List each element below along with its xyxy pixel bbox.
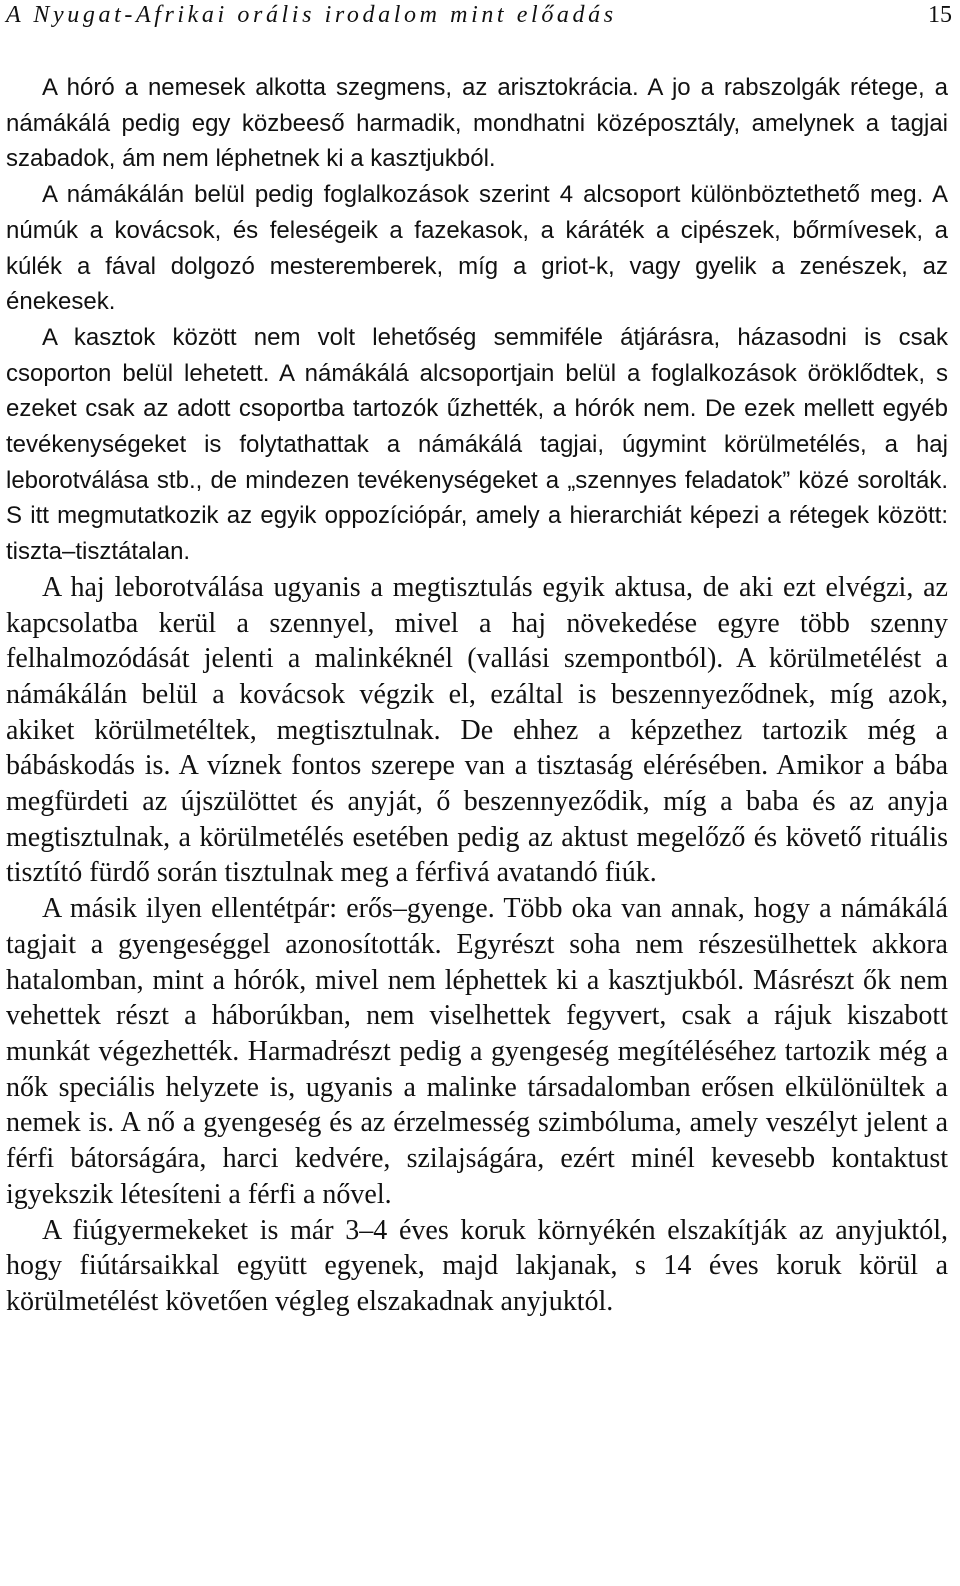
paragraph: A haj leborotválása ugyanis a megtisztulás egyik aktusa, de aki ezt elvégzi, az kapcsolatba kerül a szennyel, mivel a haj növekedése egyre több szenny felhalmozódását jelenti a malinkéknél (vallási szempontból). A körülmetélést a námákálán belül a kovácsok végzik el, ezáltal is beszennyeződnek, míg azok, akiket körülmetéltek, megtisztulnak. De ehhez a képzethez tartozik még a bábáskodás is. A víznek fontos szerepe van a tisztaság elérésében. Amikor a bába megfürdeti az újszülöttet és anyját, ő beszennyeződik, míg a baba és az anyja megtisztulnak, a körülmetélés esetében pedig az aktust megelőző és követő rituális tisztító fürdő során tisztulnak meg a férfivá avatandó fiúk. [6, 571, 948, 889]
body-text [6, 70, 948, 1320]
running-title: A Nyugat-Afrikai orális irodalom mint előadás [6, 2, 617, 28]
paragraph: A hóró a nemesek alkotta szegmens, az arisztokrácia. A jo a rabszolgák rétege, a námákálá pedig egy közbeeső harmadik, mondhatni középosztály, amelynek a tagjai szabadok, ám nem léphetnek ki a kasztjukból. [6, 74, 948, 173]
paragraph: A másik ilyen ellentétpár: erős–gyenge. Több oka van annak, hogy a námákálá tagjait a gyengeséggel azonosították. Egyrészt soha nem részesülhettek akkora hatalomban, mint a hórók, mivel nem léphettek ki a kasztjukból. Másrészt ők nem vehettek részt a háborúkban, nem viselhettek fegyvert, csak a rájuk kiszabott munkát végezhették. Harmadrészt pedig a gyengeség megítéléséhez tartozik még a nők speciális helyzete is, ugyanis a malinke társadalomban erősen elkülönültek a nemek is. A nő a gyengeség és az érzelmesség szimbóluma, amely veszélyt jelent a férfi bátorságára, harci kedvére, szilajságára, ezért minél kevesebb kontaktust igyekszik létesíteni a férfi a nővel. [6, 893, 948, 1210]
page-number: 15 [928, 2, 952, 28]
paragraph: A kasztok között nem volt lehetőség semmiféle átjárásra, házasodni is csak csoporton belül lehetett. A námákálá alcsoportjain belül a foglalkozások öröklődtek, s ezeket csak az adott csoportba tartozók űzhették, a hórók nem. De ezek mellett egyéb tevékenységeket is folytathattak a námákálá tagjai, úgymint körülmetélés, a haj leborotválása stb., de mindezen tevékenységeket a „szennyes feladatok” közé sorolták. S itt megmutatkozik az egyik oppozíciópár, amely a hierarchiát képezi a rétegek között: tiszta–tisztátalan. [6, 323, 948, 566]
paragraph: A námákálán belül pedig foglalkozások szerint 4 alcsoport különböztethető meg. A númúk a kovácsok, és feleségeik a fazekasok, a káráték a cipészek, bőrmívesek, a kúlék a fával dolgozó mesteremberek, míg a griot-k, vagy gyelik a zenészek, az énekesek. [6, 181, 948, 316]
running-header [6, 0, 952, 34]
paragraph: A fiúgyermekeket is már 3–4 éves koruk környékén elszakítják az anyjuktól, hogy fiútársaikkal együtt egyenek, majd lakjanak, s 14 éves koruk körül a körülmetélést követően végleg elszakadnak anyjuktól. [6, 1214, 948, 1317]
